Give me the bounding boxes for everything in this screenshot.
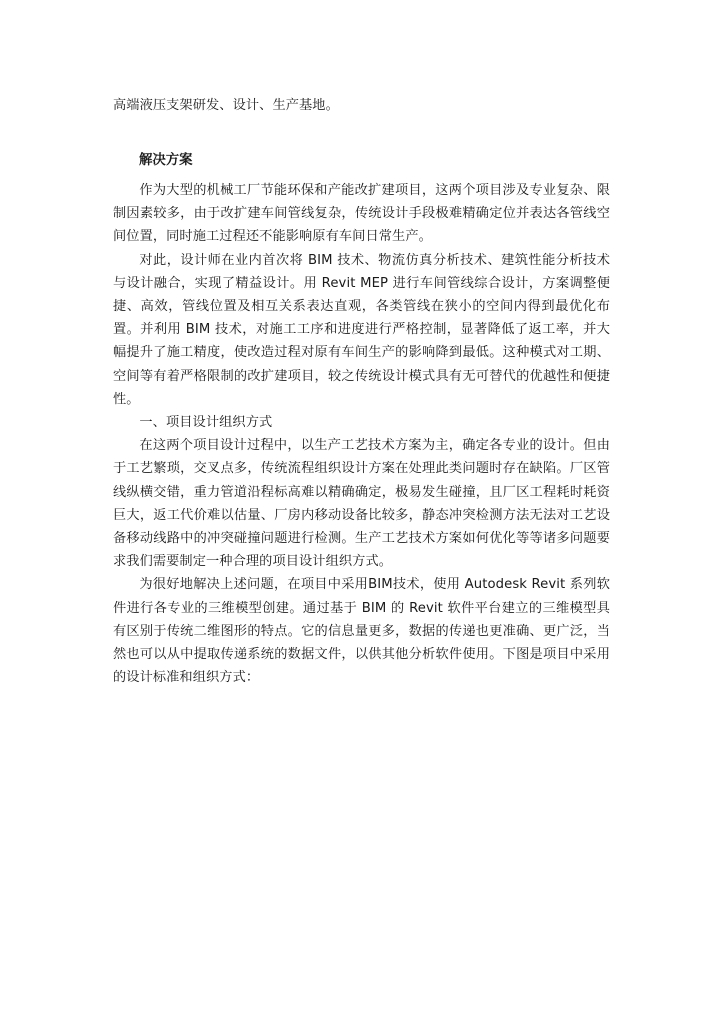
subsection-title: 一、项目设计组织方式 — [139, 415, 273, 431]
section-title: 解决方案 — [139, 153, 193, 168]
intro-tail-text: 高端液压支架研发、设计、生产基地。 — [113, 98, 339, 113]
paragraph-revit-modeling: 为很好地解决上述问题，在项目中采用BIM技术，使用 Autodesk Revit 系列软件进行各专业的三维模型创建。通过基于 BIM 的 Revit 软件平台建立的三维模型具有区别于传统二维图形的特点。它的信息量更多，数据的传递也更准确、更广泛，当然也可以从中提取传递系统的数据文件，以供其他分析软件使用。下图是项目中采用的设计标准和组织方式： — [113, 577, 610, 686]
paragraph-project-scope: 作为大型的机械工厂节能环保和产能改扩建项目，这两个项目涉及专业复杂、限制因素较多，由于改扩建车间管线复杂，传统设计手段极难精确定位并表达各管线空间位置，同时施工过程还不能影响原有车间日常生产。 — [113, 183, 610, 245]
paragraph-design-process: 在这两个项目设计过程中，以生产工艺技术方案为主，确定各专业的设计。但由于工艺繁琐，交叉点多，传统流程组织设计方案在处理此类问题时存在缺陷。厂区管线纵横交错，重力管道沿程标高难以精确确定，极易发生碰撞，且厂区工程耗时耗资巨大，返工代价难以估量、厂房内移动设备比较多，静态冲突检测方法无法对工艺设备移动线路中的冲突碰撞问题进行检测。生产工艺技术方案如何优化等等诸多问题要求我们需要制定一种合理的项目设计组织方式。 — [113, 438, 610, 570]
paragraph-bim-solution: 对此，设计师在业内首次将 BIM 技术、物流仿真分析技术、建筑性能分析技术与设计融合，实现了精益设计。用 Revit MEP 进行车间管线综合设计，方案调整便捷、高效，管线位置及相互关系表达直观，各类管线在狭小的空间内得到最优化布置。并利用 BIM 技术，对施工工序和进度进行严格控制，显著降低了返工率，并大幅提升了施工精度，使改造过程对原有车间生产的影响降到最低。这种模式对工期、空间等有着严格限制的改扩建项目，较之传统设计模式具有无可替代的优越性和便捷性。 — [113, 252, 610, 407]
body-block-1 — [113, 179, 610, 689]
intro-tail-block — [113, 94, 610, 117]
